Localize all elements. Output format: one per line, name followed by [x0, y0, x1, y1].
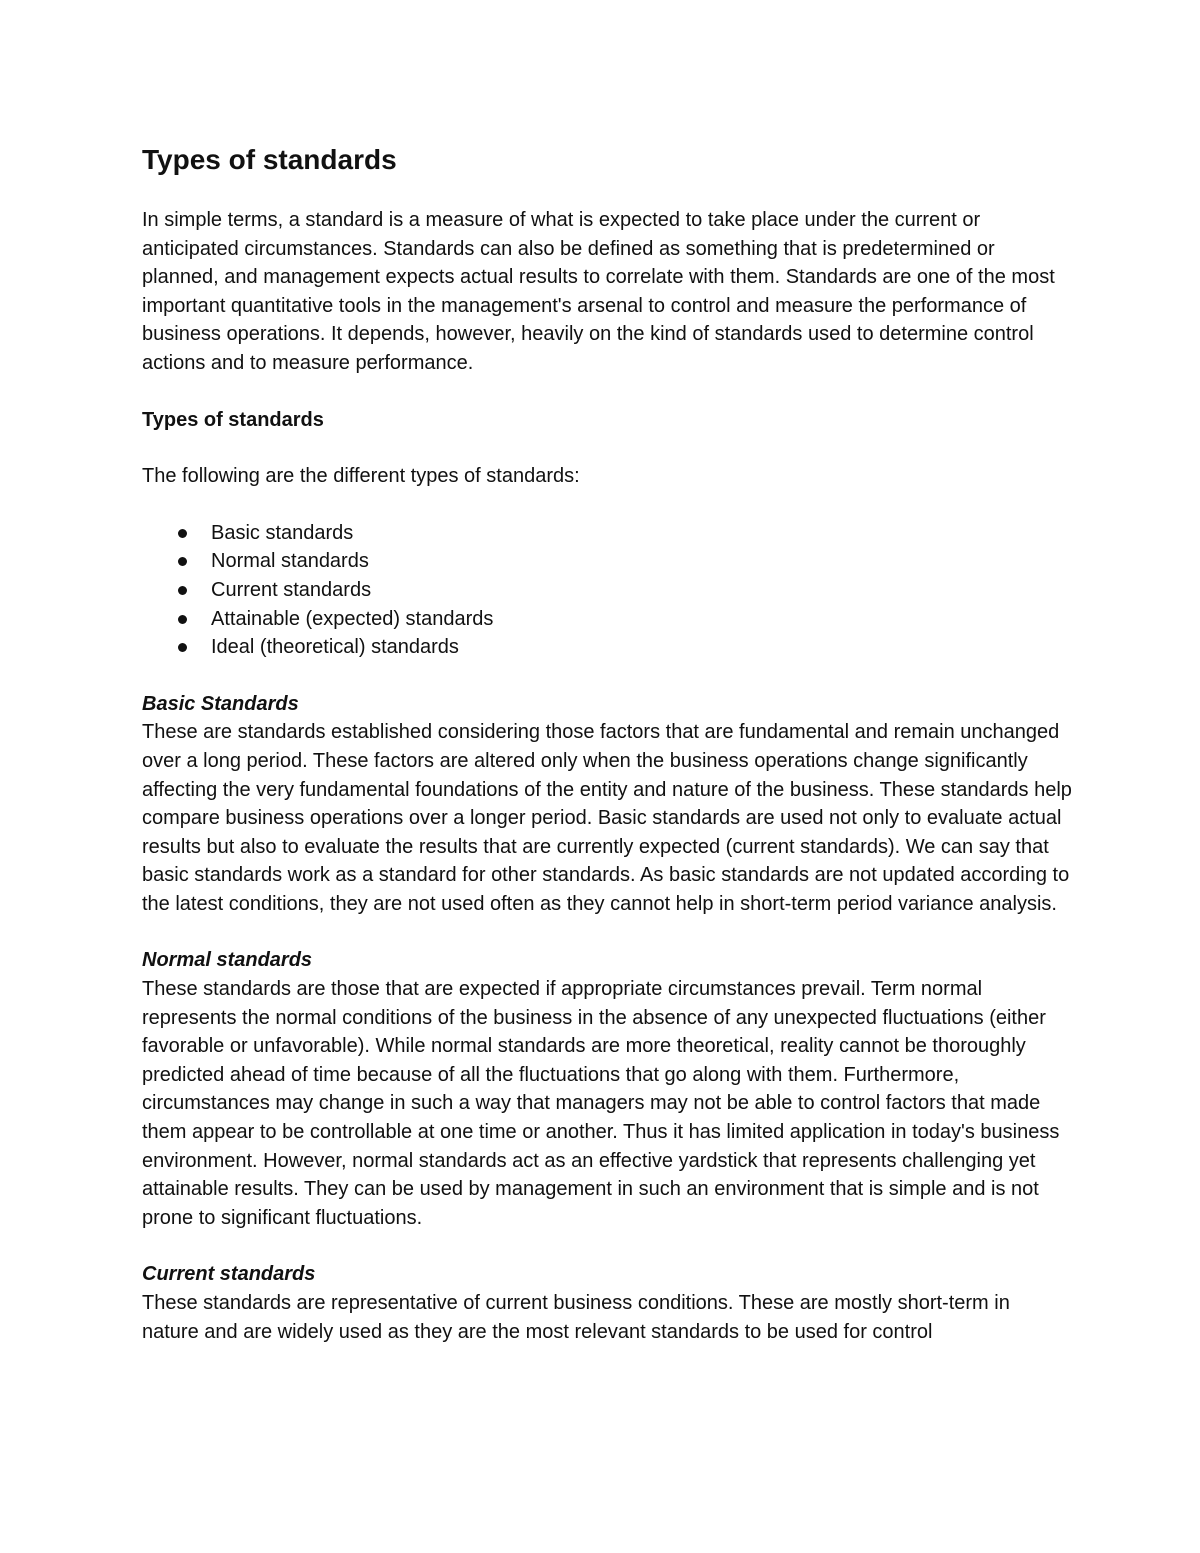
list-item — [142, 633, 1072, 662]
intro-paragraph: In simple terms, a standard is a measure of what is expected to take place under the current or anticipated circumstances. Standards can also be defined as something that is predetermined or planned, and management expects actual results to correlate with them. Standards are one of the most important quantitative tools in the management's arsenal to control and measure the performance of business operations. It depends, however, heavily on the kind of standards used to determine control actions and to measure performance. — [142, 209, 1055, 374]
section-body: These are standards established considering those factors that are fundamental and remain unchanged over a long period. These factors are altered only when the business operations change significantly affecting the very fundamental foundations of the entity and nature of the business. These standards help compare business operations over a longer period. Basic standards are used not only to evaluate actual results but also to evaluate the results that are currently expected (current standards). We can say that basic standards work as a standard for other standards. As basic standards are not updated according to the latest conditions, they are not used often as they cannot help in short-term period variance analysis. — [142, 721, 1072, 915]
section-heading: Basic Standards — [142, 692, 299, 715]
section-heading: Normal standards — [142, 949, 313, 972]
standards-list — [142, 519, 1072, 662]
bullet-icon — [178, 529, 187, 538]
section-body: These standards are representative of current business conditions. These are mostly short-term in nature and are widely used as they are the most relevant standards to be used for control — [142, 1292, 1010, 1343]
list-item-label: Ideal (theoretical) standards — [211, 636, 459, 659]
list-item-label: Basic standards — [211, 521, 354, 544]
section-body: These standards are those that are expected if appropriate circumstances prevail. Term normal represents the normal conditions of the business in the absence of any unexpected fluctuations (either favorable or unfavorable). While normal standards are more theoretical, reality cannot be thoroughly predicted ahead of time because of all the fluctuations that go along with them. Furthermore, circumstances may change in such a way that managers may not be able to control factors that made them appear to be controllable at one time or another. Thus it has limited application in today's business environment. However, normal standards act as an effective yardstick that represents challenging yet attainable results. They can be used by management in such an environment that is simple and is not prone to significant fluctuations. — [142, 978, 1060, 1229]
list-item — [142, 605, 1072, 634]
list-intro: The following are the different types of standards: — [142, 465, 580, 488]
section-heading: Current standards — [142, 1263, 316, 1286]
list-item-label: Attainable (expected) standards — [211, 607, 494, 630]
section-subheading: Types of standards — [142, 408, 324, 431]
list-item-label: Current standards — [211, 578, 372, 601]
section-current-standards — [142, 1260, 1072, 1346]
list-item-label: Normal standards — [211, 550, 369, 573]
page-title: Types of standards — [142, 144, 397, 175]
list-item — [142, 547, 1072, 576]
list-item — [142, 519, 1072, 548]
document-page — [142, 140, 1072, 1346]
bullet-icon — [178, 643, 187, 652]
section-basic-standards — [142, 690, 1072, 919]
bullet-icon — [178, 586, 187, 595]
bullet-icon — [178, 557, 187, 566]
bullet-icon — [178, 615, 187, 624]
section-normal-standards — [142, 946, 1072, 1232]
list-item — [142, 576, 1072, 605]
